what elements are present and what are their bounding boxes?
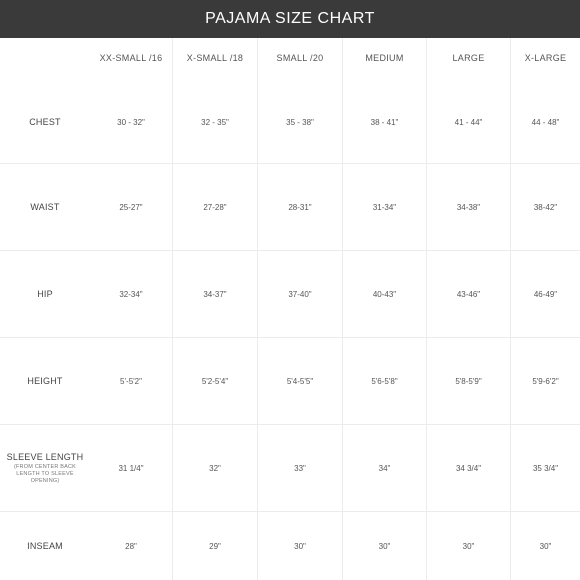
- table-cell: 37-40": [258, 251, 343, 338]
- table-cell: 41 - 44": [427, 81, 511, 164]
- column-header: X-LARGE: [524, 53, 567, 63]
- table-cell: 38 - 41": [343, 81, 427, 164]
- row-header: [0, 251, 90, 338]
- table-cell: 43-46": [427, 251, 511, 338]
- table-cell: 46-49": [511, 251, 580, 338]
- table-cell: 5'8-5'9": [427, 338, 511, 425]
- row-sublabel: (FROM CENTER BACK LENGTH TO SLEEVE OPENING): [13, 463, 77, 484]
- column-header: LARGE: [427, 38, 511, 81]
- row-header: [0, 425, 90, 512]
- table-cell: 34": [343, 425, 427, 512]
- row-header: [0, 512, 90, 580]
- table-cell: 5'9-6'2": [511, 338, 580, 425]
- table-cell: 32-34": [90, 251, 173, 338]
- table-cell: 38-42": [511, 164, 580, 251]
- page-header: [0, 0, 580, 38]
- table-cell: 44 - 48": [511, 81, 580, 164]
- table-cell: 28-31": [258, 164, 343, 251]
- table-cell: 5'2-5'4": [173, 338, 258, 425]
- table-cell: 5'6-5'8": [343, 338, 427, 425]
- row-header: [0, 81, 90, 164]
- table-cell: 32 - 35": [173, 81, 258, 164]
- table-cell: 34 3/4": [427, 425, 511, 512]
- table-cell: 5'4-5'5": [258, 338, 343, 425]
- table-corner: [0, 38, 90, 81]
- row-header: [0, 164, 90, 251]
- table-cell: 25-27": [90, 164, 173, 251]
- table-cell: 30": [539, 541, 552, 551]
- row-label: CHEST: [29, 117, 61, 127]
- column-header: XX-SMALL /16: [90, 38, 173, 81]
- table-cell: 35 - 38": [258, 81, 343, 164]
- table-cell: 34-38": [427, 164, 511, 251]
- table-cell: 32": [173, 425, 258, 512]
- table-cell: 30": [258, 512, 343, 580]
- table-cell: 30": [427, 512, 511, 580]
- table-cell: 31-34": [343, 164, 427, 251]
- row-label: INSEAM: [27, 541, 63, 551]
- table-cell: 33": [258, 425, 343, 512]
- column-header: MEDIUM: [343, 38, 427, 81]
- page-title: PAJAMA SIZE CHART: [205, 10, 375, 27]
- table-cell: 27-28": [173, 164, 258, 251]
- table-cell: 40-43": [343, 251, 427, 338]
- table-cell: 31 1/4": [90, 425, 173, 512]
- table-cell: 28": [90, 512, 173, 580]
- row-label: WAIST: [30, 202, 60, 212]
- table-cell: 30 - 32": [90, 81, 173, 164]
- row-label: HIP: [37, 289, 53, 299]
- size-chart-table: [0, 38, 580, 580]
- table-cell: 35 3/4": [511, 425, 580, 512]
- table-cell: 30": [343, 512, 427, 580]
- column-header: X-SMALL /18: [173, 38, 258, 81]
- table-cell: 29": [173, 512, 258, 580]
- table-cell: 34-37": [173, 251, 258, 338]
- row-header: [0, 338, 90, 425]
- row-label: SLEEVE LENGTH: [6, 451, 84, 462]
- table-cell: 5'-5'2": [90, 338, 173, 425]
- row-label: HEIGHT: [27, 376, 63, 386]
- column-header: SMALL /20: [258, 38, 343, 81]
